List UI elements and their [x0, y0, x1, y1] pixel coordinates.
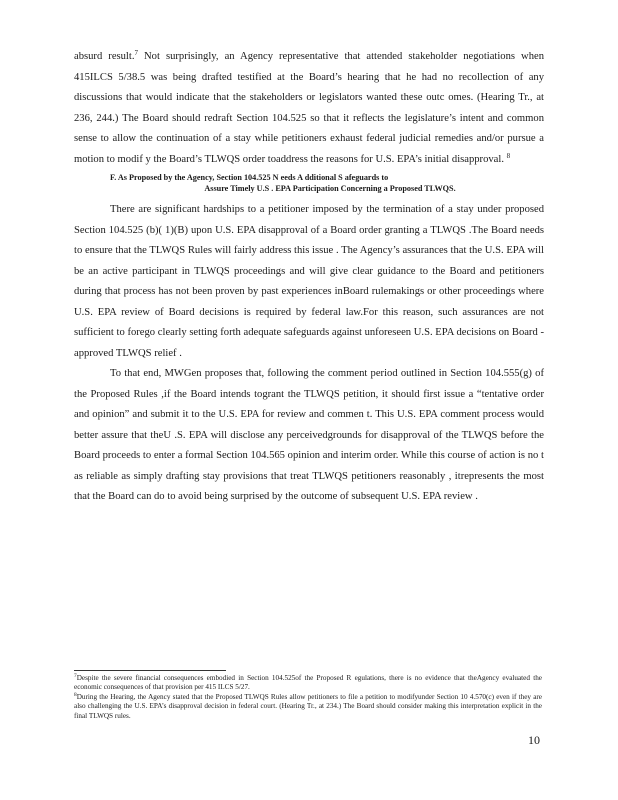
page-number: 10: [528, 733, 540, 747]
footnote-8-marker: 8: [74, 691, 77, 698]
footnote-7: [74, 674, 542, 693]
paragraph-1-start: absurd result.: [74, 51, 135, 62]
paragraph-1: [74, 47, 544, 170]
footnote-divider: [74, 670, 226, 671]
body-text: [74, 47, 544, 508]
footnote-ref-8: 8: [506, 151, 511, 160]
paragraph-1-text: Not surprisingly, an Agency representative that attended stakeholder negotiations when 415ILCS 5/38.5 was being drafted testified at the Board’s hearing that he had no recollection of any discussions that would indicate that the stakeholders or legislators wanted these outc omes. (Hearing Tr., at 236, 244.) The Board should redraft Section 104.525 so that it reflects the legislature’s intent and common sense to allow the continuation of a stay while petitioners exhaust federal judicial remedies and/or pursue a motion to modif y the Board’s TLWQS order toaddress the reasons for U.S. EPA’s initial disapproval.: [74, 51, 544, 165]
footnote-7-marker: 7: [74, 673, 77, 679]
footnote-ref-7: 7: [134, 49, 138, 57]
footnotes: [74, 674, 542, 721]
paragraph-3: To that end, MWGen proposes that, following the comment period outlined in Section 104.555(g) of the Proposed Rules ,if the Board intends togrant the TLWQS petition, it should first issue a “tentative order and opinion” and submit it to the U.S. EPA for review and commen t. This U.S. EPA comment process would better assure that theU .S. EPA will disclose any perceivedgrounds for disapproval of the TLWQS before the Board proceeds to enter a formal Section 104.565 opinion and interim order. While this course of action is no t as reliable as simply drafting stay provisions that treat TLWQS petitioners reasonably , itrepresents the most that the Board can do to avoid being surprised by the outcome of subsequent U.S. EPA review .: [74, 368, 544, 502]
paragraph-2: There are significant hardships to a petitioner imposed by the termination of a stay under proposed Section 104.525 (b)( 1)(B) upon U.S. EPA disapproval of a Board order granting a TLWQS .The Board needs to ensure that the TLWQS Rules will fairly address this issue . The Agency’s assurances that the U.S. EPA will be an active participant in TLWQS proceedings and will give clear guidance to the Board and petitioners during that process has not been proven by past experiences inBoard rulemakings or other proceedings where U.S. EPA review of Board decisions is required by federal law.For this reason, such assurances are not sufficient to forego clearly setting forth adequate safeguards against unforeseen U.S. EPA decisions on Board - approved TLWQS relief .: [74, 204, 544, 359]
footnote-8: [74, 693, 542, 721]
section-heading-f: [74, 172, 544, 194]
heading-line-2: Assure Timely U.S . EPA Participation Concerning a Proposed TLWQS.: [204, 184, 456, 193]
footnote-7-text: Despite the severe financial consequences embodied in Section 104.525of the Proposed R egulations, there is no evidence that theAgency evaluated the economic consequences of that provision per 415 ILCS 5/27.: [74, 674, 542, 692]
footnote-8-text: During the Hearing, the Agency stated that the Proposed TLWQS Rules allow petitioners to file a petition to modifyunder Section 10 4.570(c) even if they are also challenging the U.S. EPA’s disapproval decision in federal court. (Hearing Tr., at 234.) The Board should consider making this interpretation explicit in the final TLWQS rules.: [74, 692, 542, 720]
heading-line-1: F. As Proposed by the Agency, Section 104.525 N eeds A dditional S afeguards to: [110, 173, 389, 182]
